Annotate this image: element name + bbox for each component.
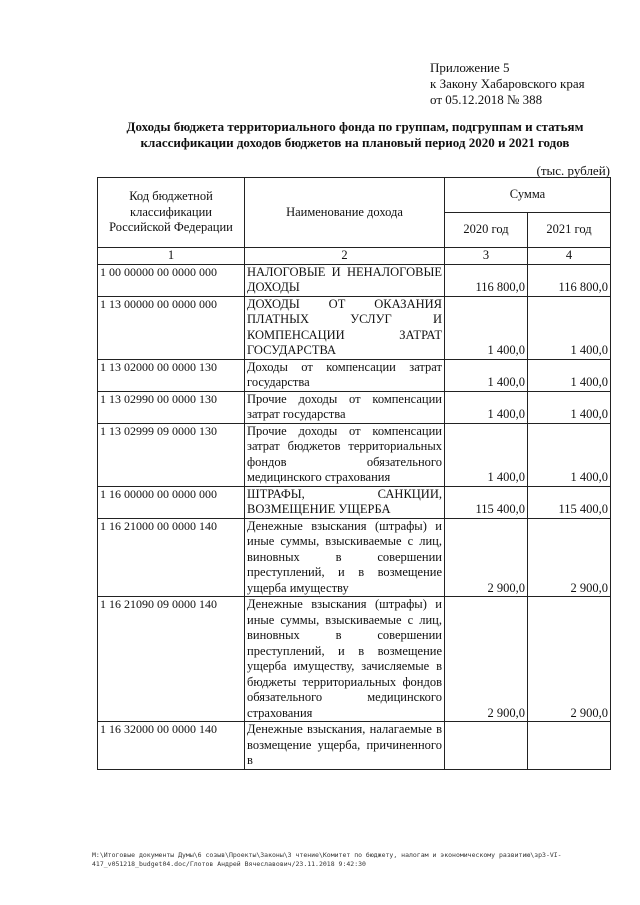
row-value-2021: 1 400,0 bbox=[528, 359, 611, 391]
row-code: 1 16 21090 09 0000 140 bbox=[98, 597, 245, 722]
row-value-2020: 116 800,0 bbox=[445, 264, 528, 296]
row-value-2021: 2 900,0 bbox=[528, 518, 611, 597]
table-row bbox=[98, 486, 611, 518]
table-row bbox=[98, 597, 611, 722]
appendix-line-2: к Закону Хабаровского края bbox=[430, 76, 585, 91]
row-name: Прочие доходы от компенсации затрат государства bbox=[245, 391, 445, 423]
row-name: ДОХОДЫ ОТ ОКАЗАНИЯ ПЛАТНЫХ УСЛУГ И КОМПЕНСАЦИИ ЗАТРАТ ГОСУДАРСТВА bbox=[245, 296, 445, 359]
row-name: ШТРАФЫ, САНКЦИИ, ВОЗМЕЩЕНИЕ УЩЕРБА bbox=[245, 486, 445, 518]
header-year-2020: 2020 год bbox=[445, 213, 528, 248]
revenue-table bbox=[97, 177, 611, 770]
row-value-2021: 116 800,0 bbox=[528, 264, 611, 296]
row-code: 1 16 00000 00 0000 000 bbox=[98, 486, 245, 518]
row-name: Прочие доходы от компенсации затрат бюджетов территориальных фондов обязательного медицинского страхования bbox=[245, 423, 445, 486]
row-name: Доходы от компенсации затрат государства bbox=[245, 359, 445, 391]
row-value-2020: 1 400,0 bbox=[445, 296, 528, 359]
table-row bbox=[98, 296, 611, 359]
header-sum: Сумма bbox=[445, 178, 611, 213]
column-index: 4 bbox=[528, 248, 611, 265]
appendix-line-1: Приложение 5 bbox=[430, 60, 510, 75]
column-index: 1 bbox=[98, 248, 245, 265]
header-row bbox=[98, 178, 611, 213]
units-label: (тыс. рублей) bbox=[536, 163, 610, 178]
header-year-2021: 2021 год bbox=[528, 213, 611, 248]
row-name: НАЛОГОВЫЕ И НЕНАЛОГОВЫЕ ДОХОДЫ bbox=[245, 264, 445, 296]
row-value-2021 bbox=[528, 722, 611, 770]
row-value-2020: 2 900,0 bbox=[445, 518, 528, 597]
row-code: 1 13 02000 00 0000 130 bbox=[98, 359, 245, 391]
row-code: 1 13 02999 09 0000 130 bbox=[98, 423, 245, 486]
column-index: 3 bbox=[445, 248, 528, 265]
row-value-2020: 115 400,0 bbox=[445, 486, 528, 518]
column-index: 2 bbox=[245, 248, 445, 265]
row-name: Денежные взыскания (штрафы) и иные суммы, взыскиваемые с лиц, виновных в совершении преступлений, и в возмещение ущерба имуществу bbox=[245, 518, 445, 597]
document-title: Доходы бюджета территориального фонда по группам, подгруппам и статьям классификации доходов бюджетов на плановый период 2020 и 2021 годов bbox=[126, 119, 584, 150]
row-value-2020: 2 900,0 bbox=[445, 597, 528, 722]
row-value-2021: 2 900,0 bbox=[528, 597, 611, 722]
row-value-2020: 1 400,0 bbox=[445, 423, 528, 486]
row-value-2021: 1 400,0 bbox=[528, 423, 611, 486]
row-value-2021: 1 400,0 bbox=[528, 391, 611, 423]
row-value-2020 bbox=[445, 722, 528, 770]
file-path-footer: M:\Итоговые документы Думы\6 созыв\Проекты\Законы\3 чтение\Комитет по бюджету, налогам и экономическому развитию\зр3-VI-417_v051218_budget04.doc/Глотов Андрей Вячеславович/23.11.2018 9:42:30 bbox=[92, 851, 562, 868]
row-value-2021: 1 400,0 bbox=[528, 296, 611, 359]
appendix-block bbox=[430, 60, 585, 108]
row-code: 1 13 00000 00 0000 000 bbox=[98, 296, 245, 359]
table-row bbox=[98, 359, 611, 391]
row-name: Денежные взыскания, налагаемые в возмещение ущерба, причиненного в bbox=[245, 722, 445, 770]
row-value-2021: 115 400,0 bbox=[528, 486, 611, 518]
table-row bbox=[98, 391, 611, 423]
header-name: Наименование дохода bbox=[245, 178, 445, 248]
table-row bbox=[98, 722, 611, 770]
row-value-2020: 1 400,0 bbox=[445, 359, 528, 391]
table-row bbox=[98, 264, 611, 296]
appendix-line-3: от 05.12.2018 № 388 bbox=[430, 92, 543, 107]
column-index-row bbox=[98, 248, 611, 265]
row-value-2020: 1 400,0 bbox=[445, 391, 528, 423]
row-code: 1 16 21000 00 0000 140 bbox=[98, 518, 245, 597]
row-code: 1 16 32000 00 0000 140 bbox=[98, 722, 245, 770]
row-code: 1 00 00000 00 0000 000 bbox=[98, 264, 245, 296]
table-row bbox=[98, 518, 611, 597]
header-code: Код бюджетной классификации Российской Федерации bbox=[98, 178, 245, 248]
row-name: Денежные взыскания (штрафы) и иные суммы, взыскиваемые с лиц, виновных в совершении преступлений, и в возмещение ущерба имуществу, зачисляемые в бюджеты территориальных фондов обязательного медицинского страхования bbox=[245, 597, 445, 722]
row-code: 1 13 02990 00 0000 130 bbox=[98, 391, 245, 423]
table-row bbox=[98, 423, 611, 486]
